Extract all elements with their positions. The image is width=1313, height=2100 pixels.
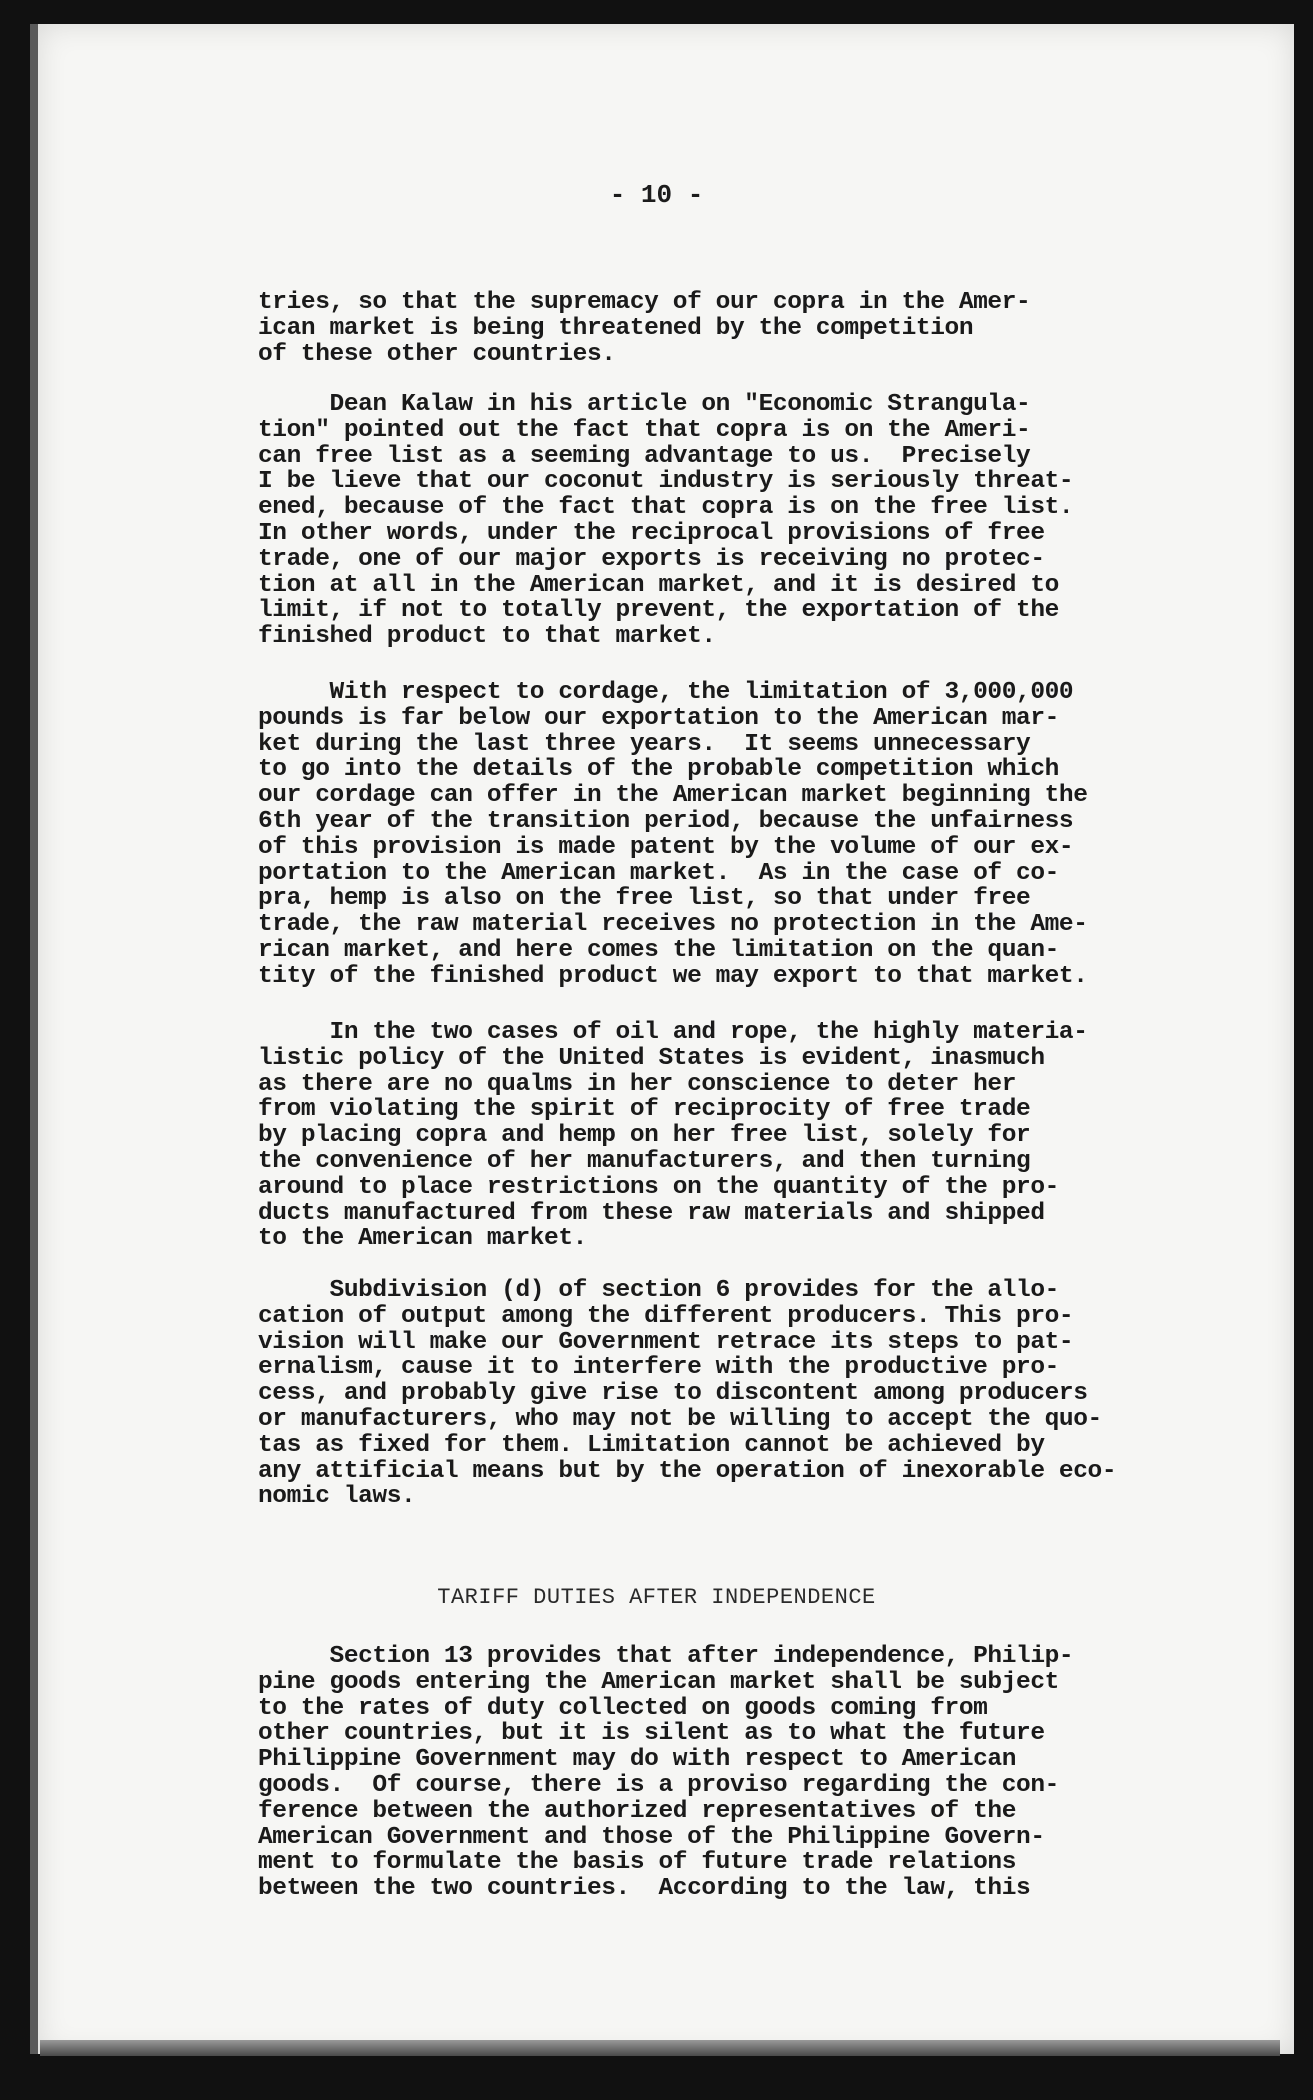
paragraph-subdivision-d: Subdivision (d) of section 6 provides for the allo- cation of output among the different producers. This pro- vision will make our Government retrace its steps to pat- ernalism, cause it to interfere with the productive pro- cess, and probably give rise to discontent among producers or manufacturers, who may not be willing to accept the quo- tas as fixed for them. Limitation cannot be achieved by any attificial means but by the operation of inexorable eco- nomic laws. <box>258 1277 1117 1511</box>
section-heading: TARIFF DUTIES AFTER INDEPENDENCE <box>437 1585 876 1610</box>
paper-edge-shadow <box>40 2040 1280 2056</box>
paragraph-oil-and-rope: In the two cases of oil and rope, the highly materia- listic policy of the United States is evident, inasmuch as there are no qualms in her conscience to deter her from violating the spirit of reciprocity of free trade by placing copra and hemp on her free list, solely for the convenience of her manufacturers, and then turning around to place restrictions on the quantity of the pro- ducts manufactured from these raw materials and shipped to the American market. <box>258 1019 1088 1253</box>
paragraph-section-13: Section 13 provides that after independence, Philip- pine goods entering the American market shall be subject to the rates of duty collected on goods coming from other countries, but it is silent as to what the future Philippine Government may do with respect to American goods. Of course, there is a proviso regarding the con- ference between the authorized representatives of the American Government and those of the Philippine Govern- ment to formulate the basis of future trade relations between the two countries. According to the law, this <box>258 1643 1074 1903</box>
paragraph-copra: Dean Kalaw in his article on "Economic Strangula- tion" pointed out the fact that copra is on the Ameri- can free list as a seeming advantage to us. Precisely I be lieve that our coconut industry is seriously threat- ened, because of the fact that copra is on the free list. In other words, under the reciprocal provisions of free trade, one of our major exports is receiving no protec- tion at all in the American market, and it is desired to limit, if not to totally prevent, the exportation of the finished product to that market. <box>258 391 1074 651</box>
paragraph-cordage: With respect to cordage, the limitation of 3,000,000 pounds is far below our exportation to the American mar- ket during the last three years. It seems unnecessary to go into the details of the probable competition which our cordage can offer in the American market beginning the 6th year of the transition period, because the unfairness of this provision is made patent by the volume of our ex- portation to the American market. As in the case of co- pra, hemp is also on the free list, so that under free trade, the raw material receives no protection in the Ame- rican market, and here comes the limitation on the quan- tity of the finished product we may export to that market. <box>258 679 1088 990</box>
page-number: - 10 - <box>609 180 704 210</box>
paragraph-continuation: tries, so that the supremacy of our copra in the Amer- ican market is being threatened by the competition of these other countries. <box>258 289 1031 368</box>
